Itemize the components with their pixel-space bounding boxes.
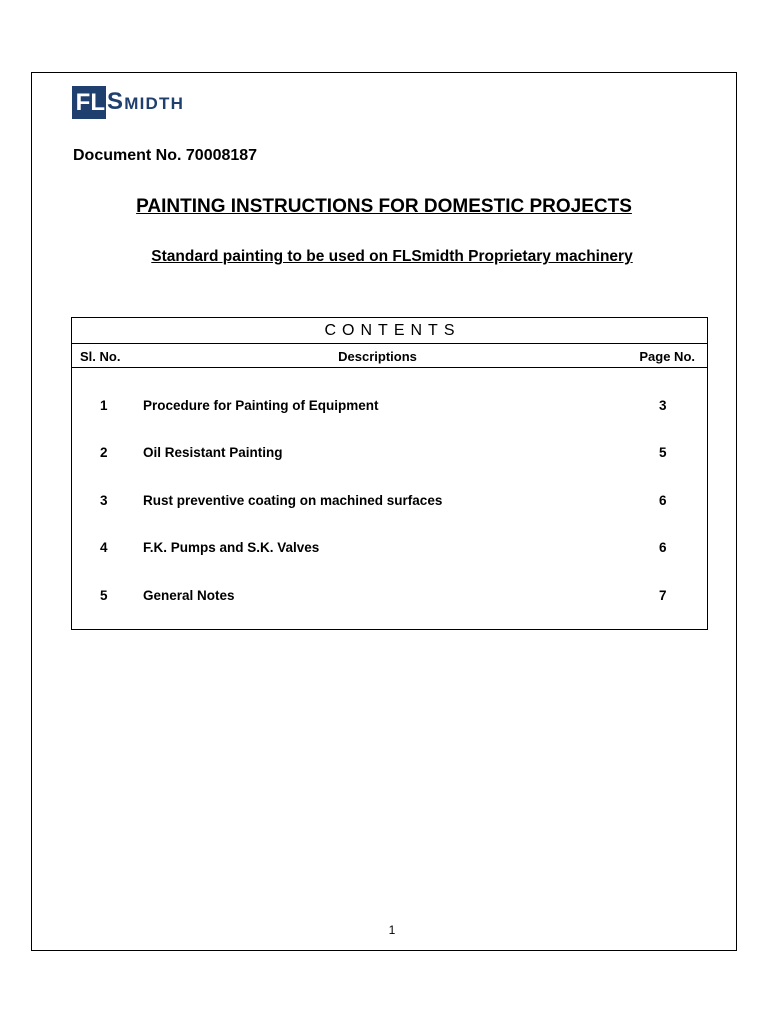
row-number: 1 — [100, 398, 108, 413]
document-number: Document No. 70008187 — [73, 147, 258, 164]
row-description: Oil Resistant Painting — [143, 445, 283, 460]
flsmidth-logo — [72, 86, 184, 119]
page-number: 1 — [388, 923, 396, 937]
table-row — [72, 540, 707, 560]
row-description: Procedure for Painting of Equipment — [143, 398, 379, 413]
contents-table — [71, 317, 708, 630]
row-page: 5 — [659, 445, 667, 460]
row-page: 7 — [659, 588, 667, 603]
table-row — [72, 445, 707, 465]
row-page: 6 — [659, 540, 667, 555]
row-number: 5 — [100, 588, 108, 603]
document-title: PAINTING INSTRUCTIONS FOR DOMESTIC PROJECTS — [136, 196, 632, 217]
row-description: F.K. Pumps and S.K. Valves — [143, 540, 320, 555]
row-number: 2 — [100, 445, 108, 460]
table-row — [72, 493, 707, 513]
column-header-sl-no: Sl. No. — [80, 349, 121, 364]
logo-wordmark-rest: MIDTH — [124, 94, 185, 113]
logo-wordmark-initial: S — [107, 88, 125, 115]
row-description: Rust preventive coating on machined surfaces — [143, 493, 443, 508]
row-number: 4 — [100, 540, 108, 555]
contents-column-headers — [72, 344, 707, 368]
row-page: 3 — [659, 398, 667, 413]
row-page: 6 — [659, 493, 667, 508]
logo-wordmark — [107, 85, 184, 120]
column-header-page-no: Page No. — [639, 349, 695, 364]
row-description: General Notes — [143, 588, 235, 603]
document-subtitle: Standard painting to be used on FLSmidth Proprietary machinery — [151, 248, 633, 265]
contents-heading: CONTENTS — [72, 318, 707, 344]
row-number: 3 — [100, 493, 108, 508]
table-row — [72, 588, 707, 608]
column-header-descriptions: Descriptions — [338, 349, 417, 364]
logo-mark: FL — [72, 86, 106, 119]
table-row — [72, 398, 707, 418]
